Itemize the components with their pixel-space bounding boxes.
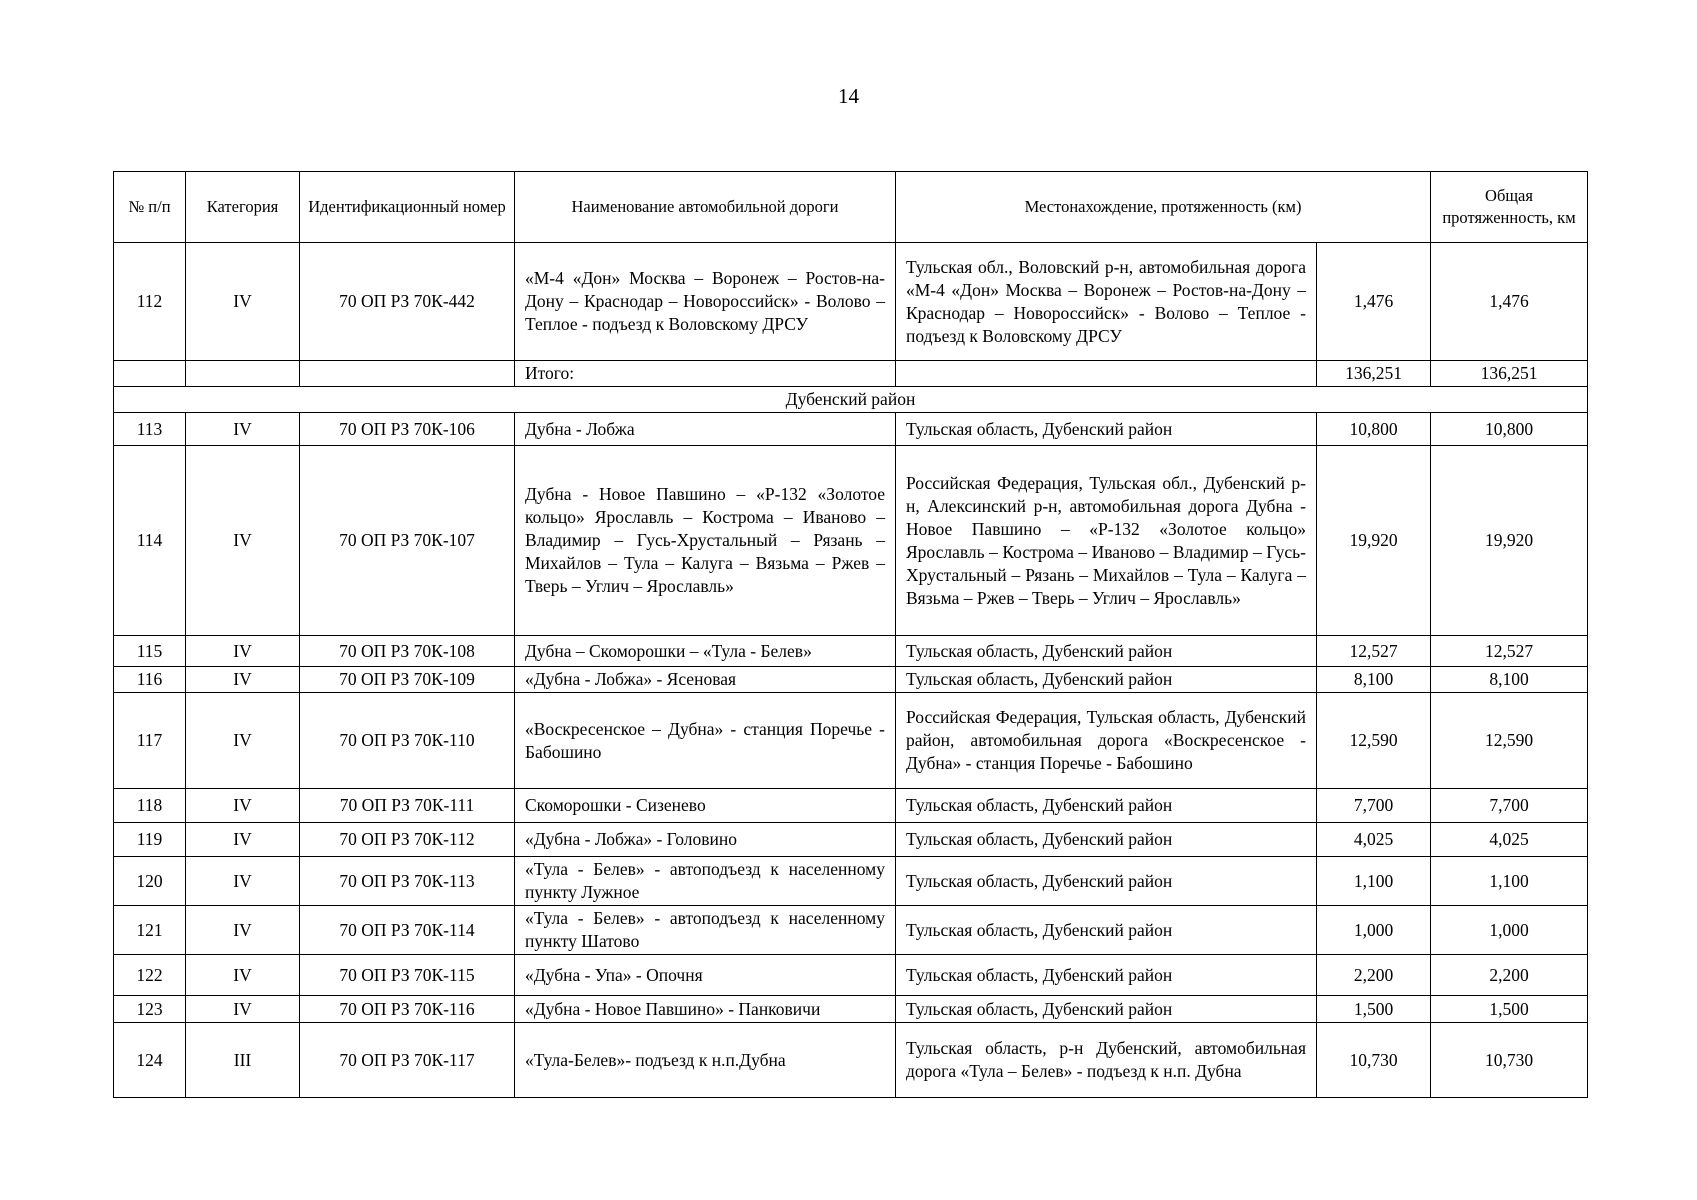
row-road-name: Дубна - Новое Павшино – «Р-132 «Золотое кольцо» Ярославль – Кострома – Иваново – Владимир – Гусь-Хрустальный – Рязань – Михайлов – Тула – Калуга – Вязьма – Ржев – Тверь – Углич – Ярославль» [515,446,896,636]
row-id: 70 ОП РЗ 70К-112 [300,823,515,857]
row-length: 2,200 [1317,955,1431,996]
row-num: 119 [114,823,186,857]
row-length: 10,730 [1317,1023,1431,1098]
row-location: Тульская область, Дубенский район [896,906,1317,955]
subtotal-length: 136,251 [1317,361,1431,387]
row-total: 7,700 [1431,789,1588,823]
page-number: 14 [838,84,859,108]
row-length: 1,500 [1317,996,1431,1023]
row-location: Тульская область, Дубенский район [896,789,1317,823]
row-num: 117 [114,693,186,789]
row-road-name: «Дубна - Лобжа» - Ясеновая [515,667,896,693]
row-length: 12,590 [1317,693,1431,789]
row-length: 1,476 [1317,243,1431,361]
table-row [114,1023,1588,1098]
subtotal-row [114,361,1588,387]
row-total: 1,000 [1431,906,1588,955]
table-row [114,857,1588,906]
row-id: 70 ОП РЗ 70К-117 [300,1023,515,1098]
row-location: Российская Федерация, Тульская обл., Дубенский р-н, Алексинский р-н, автомобильная дорога Дубна - Новое Павшино – «Р-132 «Золотое кольцо» Ярославль – Кострома – Иваново – Владимир – Гусь-Хрустальный – Рязань – Михайлов – Тула – Калуга – Вязьма – Ржев – Тверь – Углич – Ярославль» [896,446,1317,636]
row-category: IV [186,789,300,823]
table-body [114,243,1588,1098]
row-road-name: «Тула - Белев» - автоподъезд к населенному пункту Лужное [515,857,896,906]
row-location: Тульская область, р-н Дубенский, автомобильная дорога «Тула – Белев» - подъезд к н.п. Дубна [896,1023,1317,1098]
row-id: 70 ОП РЗ 70К-111 [300,789,515,823]
row-length: 7,700 [1317,789,1431,823]
row-road-name: «Дубна - Лобжа» - Головино [515,823,896,857]
row-location: Тульская обл., Воловский р-н, автомобильная дорога «М-4 «Дон» Москва – Воронеж – Ростов-на-Дону – Краснодар – Новороссийск» - Волово – Теплое - подъезд к Воловскому ДРСУ [896,243,1317,361]
table-row [114,955,1588,996]
row-road-name: «М-4 «Дон» Москва – Воронеж – Ростов-на-Дону – Краснодар – Новороссийск» - Волово – Теплое - подъезд к Воловскому ДРСУ [515,243,896,361]
table-row [114,413,1588,446]
header-road-name: Наименование автомобильной дороги [515,172,896,243]
row-length: 10,800 [1317,413,1431,446]
subtotal-total: 136,251 [1431,361,1588,387]
row-total: 12,590 [1431,693,1588,789]
row-id: 70 ОП РЗ 70К-109 [300,667,515,693]
row-road-name: Дубна – Скоморошки – «Тула - Белев» [515,636,896,667]
row-location: Тульская область, Дубенский район [896,823,1317,857]
row-category: IV [186,413,300,446]
row-category: III [186,1023,300,1098]
row-total: 2,200 [1431,955,1588,996]
row-category: IV [186,667,300,693]
row-num: 118 [114,789,186,823]
row-total: 8,100 [1431,667,1588,693]
row-category: IV [186,996,300,1023]
row-num: 123 [114,996,186,1023]
section-title: Дубенский район [114,387,1588,413]
table-row [114,996,1588,1023]
row-length: 1,000 [1317,906,1431,955]
row-category: IV [186,636,300,667]
row-id: 70 ОП РЗ 70К-442 [300,243,515,361]
row-id: 70 ОП РЗ 70К-116 [300,996,515,1023]
row-total: 1,476 [1431,243,1588,361]
row-num: 116 [114,667,186,693]
row-road-name: «Тула - Белев» - автоподъезд к населенному пункту Шатово [515,906,896,955]
roads-table [113,171,1588,1098]
header-id-number: Идентификационный номер [300,172,515,243]
row-category: IV [186,446,300,636]
row-road-name: «Дубна - Упа» - Опочня [515,955,896,996]
row-road-name: «Воскресенское – Дубна» - станция Поречье - Бабошино [515,693,896,789]
row-location: Тульская область, Дубенский район [896,636,1317,667]
header-location: Местонахождение, протяженность (км) [896,172,1431,243]
row-num: 115 [114,636,186,667]
row-id: 70 ОП РЗ 70К-107 [300,446,515,636]
table-row [114,446,1588,636]
row-location: Тульская область, Дубенский район [896,996,1317,1023]
table-row [114,906,1588,955]
header-num: № п/п [114,172,186,243]
row-location: Тульская область, Дубенский район [896,857,1317,906]
subtotal-empty-location [896,361,1317,387]
row-category: IV [186,906,300,955]
row-location: Тульская область, Дубенский район [896,955,1317,996]
row-total: 1,500 [1431,996,1588,1023]
row-total: 4,025 [1431,823,1588,857]
row-id: 70 ОП РЗ 70К-113 [300,857,515,906]
row-num: 121 [114,906,186,955]
section-row [114,387,1588,413]
row-id: 70 ОП РЗ 70К-114 [300,906,515,955]
row-location: Тульская область, Дубенский район [896,667,1317,693]
row-total: 10,800 [1431,413,1588,446]
row-location: Тульская область, Дубенский район [896,413,1317,446]
row-category: IV [186,857,300,906]
row-road-name: Скоморошки - Сизенево [515,789,896,823]
table-row [114,789,1588,823]
table-row [114,693,1588,789]
row-category: IV [186,955,300,996]
row-num: 120 [114,857,186,906]
row-num: 112 [114,243,186,361]
row-road-name: «Тула-Белев»- подъезд к н.п.Дубна [515,1023,896,1098]
row-length: 1,100 [1317,857,1431,906]
row-category: IV [186,243,300,361]
row-num: 122 [114,955,186,996]
row-id: 70 ОП РЗ 70К-110 [300,693,515,789]
row-length: 4,025 [1317,823,1431,857]
row-id: 70 ОП РЗ 70К-115 [300,955,515,996]
table-header [114,172,1588,243]
row-road-name: «Дубна - Новое Павшино» - Панковичи [515,996,896,1023]
row-length: 12,527 [1317,636,1431,667]
row-total: 19,920 [1431,446,1588,636]
header-category: Категория [186,172,300,243]
table-row [114,243,1588,361]
row-length: 19,920 [1317,446,1431,636]
table-row [114,667,1588,693]
row-num: 124 [114,1023,186,1098]
row-category: IV [186,823,300,857]
row-num: 113 [114,413,186,446]
table-row [114,823,1588,857]
row-total: 10,730 [1431,1023,1588,1098]
row-total: 1,100 [1431,857,1588,906]
header-total-length: Общая протяженность, км [1431,172,1588,243]
row-road-name: Дубна - Лобжа [515,413,896,446]
subtotal-label: Итого: [515,361,896,387]
subtotal-empty-id [300,361,515,387]
row-length: 8,100 [1317,667,1431,693]
subtotal-empty-num [114,361,186,387]
row-total: 12,527 [1431,636,1588,667]
row-id: 70 ОП РЗ 70К-108 [300,636,515,667]
row-category: IV [186,693,300,789]
row-id: 70 ОП РЗ 70К-106 [300,413,515,446]
row-location: Российская Федерация, Тульская область, Дубенский район, автомобильная дорога «Воскресенское - Дубна» - станция Поречье - Бабошино [896,693,1317,789]
subtotal-empty-category [186,361,300,387]
table-row [114,636,1588,667]
row-num: 114 [114,446,186,636]
